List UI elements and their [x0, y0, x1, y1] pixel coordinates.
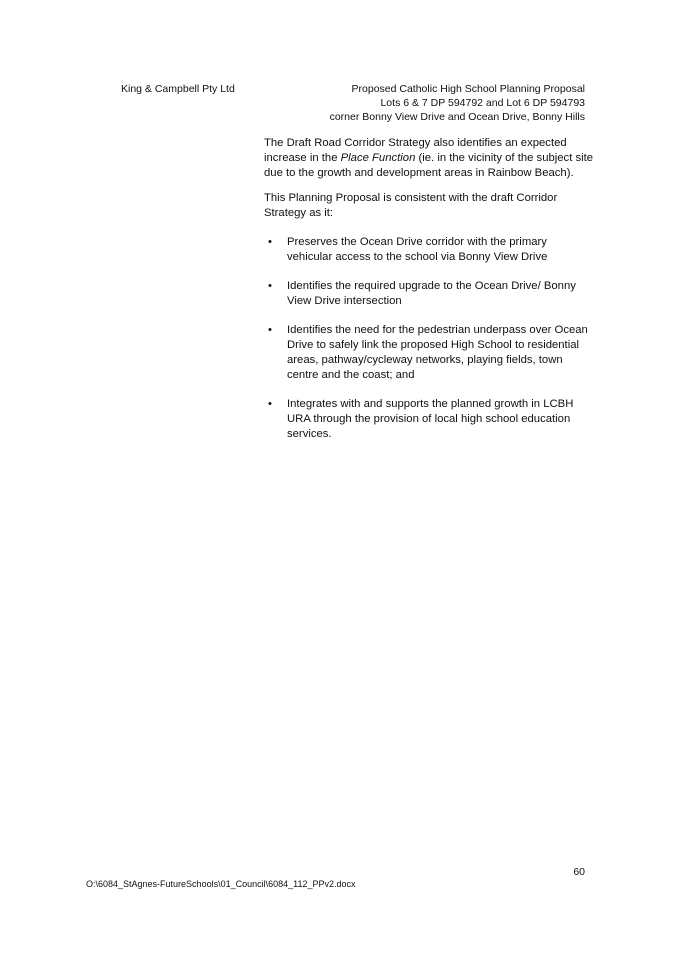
- bullet-list: [264, 235, 594, 442]
- header-location-line: corner Bonny View Drive and Ocean Drive, Bonny Hills: [329, 111, 585, 123]
- footer-file-path: O:\6084_StAgnes-FutureSchools\01_Council\6084_112_PPv2.docx: [86, 879, 356, 889]
- list-item: [264, 323, 594, 383]
- list-item-text: Integrates with and supports the planned growth in LCBH URA through the provision of local high school education services.: [287, 398, 574, 440]
- paragraph-road-corridor: [264, 136, 594, 181]
- para1-before: The Draft Road Corridor Strategy also identifies an expected increase in the: [264, 137, 567, 164]
- list-item-text: Identifies the required upgrade to the Ocean Drive/ Bonny View Drive intersection: [287, 280, 576, 307]
- place-function-emphasis: Place Function: [340, 152, 416, 164]
- page-number: 60: [573, 866, 585, 878]
- paragraph-consistency: This Planning Proposal is consistent with the draft Corridor Strategy as it:: [264, 192, 558, 219]
- bullet-icon: •: [268, 398, 272, 410]
- body-text: [264, 136, 594, 456]
- bullet-icon: •: [268, 236, 272, 248]
- para1-after: (ie. in the vicinity of the subject site due to the growth and development areas in Rainbow Beach).: [264, 152, 594, 179]
- header-document-info: [330, 82, 585, 124]
- bullet-icon: •: [268, 280, 272, 292]
- list-item: [264, 279, 594, 309]
- bullet-icon: •: [268, 324, 272, 336]
- header-company: King & Campbell Pty Ltd: [121, 83, 235, 95]
- list-item-text: Preserves the Ocean Drive corridor with the primary vehicular access to the school via Bonny View Drive: [287, 236, 548, 263]
- header-lots-line: Lots 6 & 7 DP 594792 and Lot 6 DP 594793: [380, 97, 585, 109]
- list-item: [264, 397, 594, 442]
- header-title-line: Proposed Catholic High School Planning Proposal: [351, 83, 585, 95]
- list-item: [264, 235, 594, 265]
- list-item-text: Identifies the need for the pedestrian underpass over Ocean Drive to safely link the proposed High School to residential areas, pathway/cycleway networks, playing fields, town centre and the coast; and: [287, 324, 588, 381]
